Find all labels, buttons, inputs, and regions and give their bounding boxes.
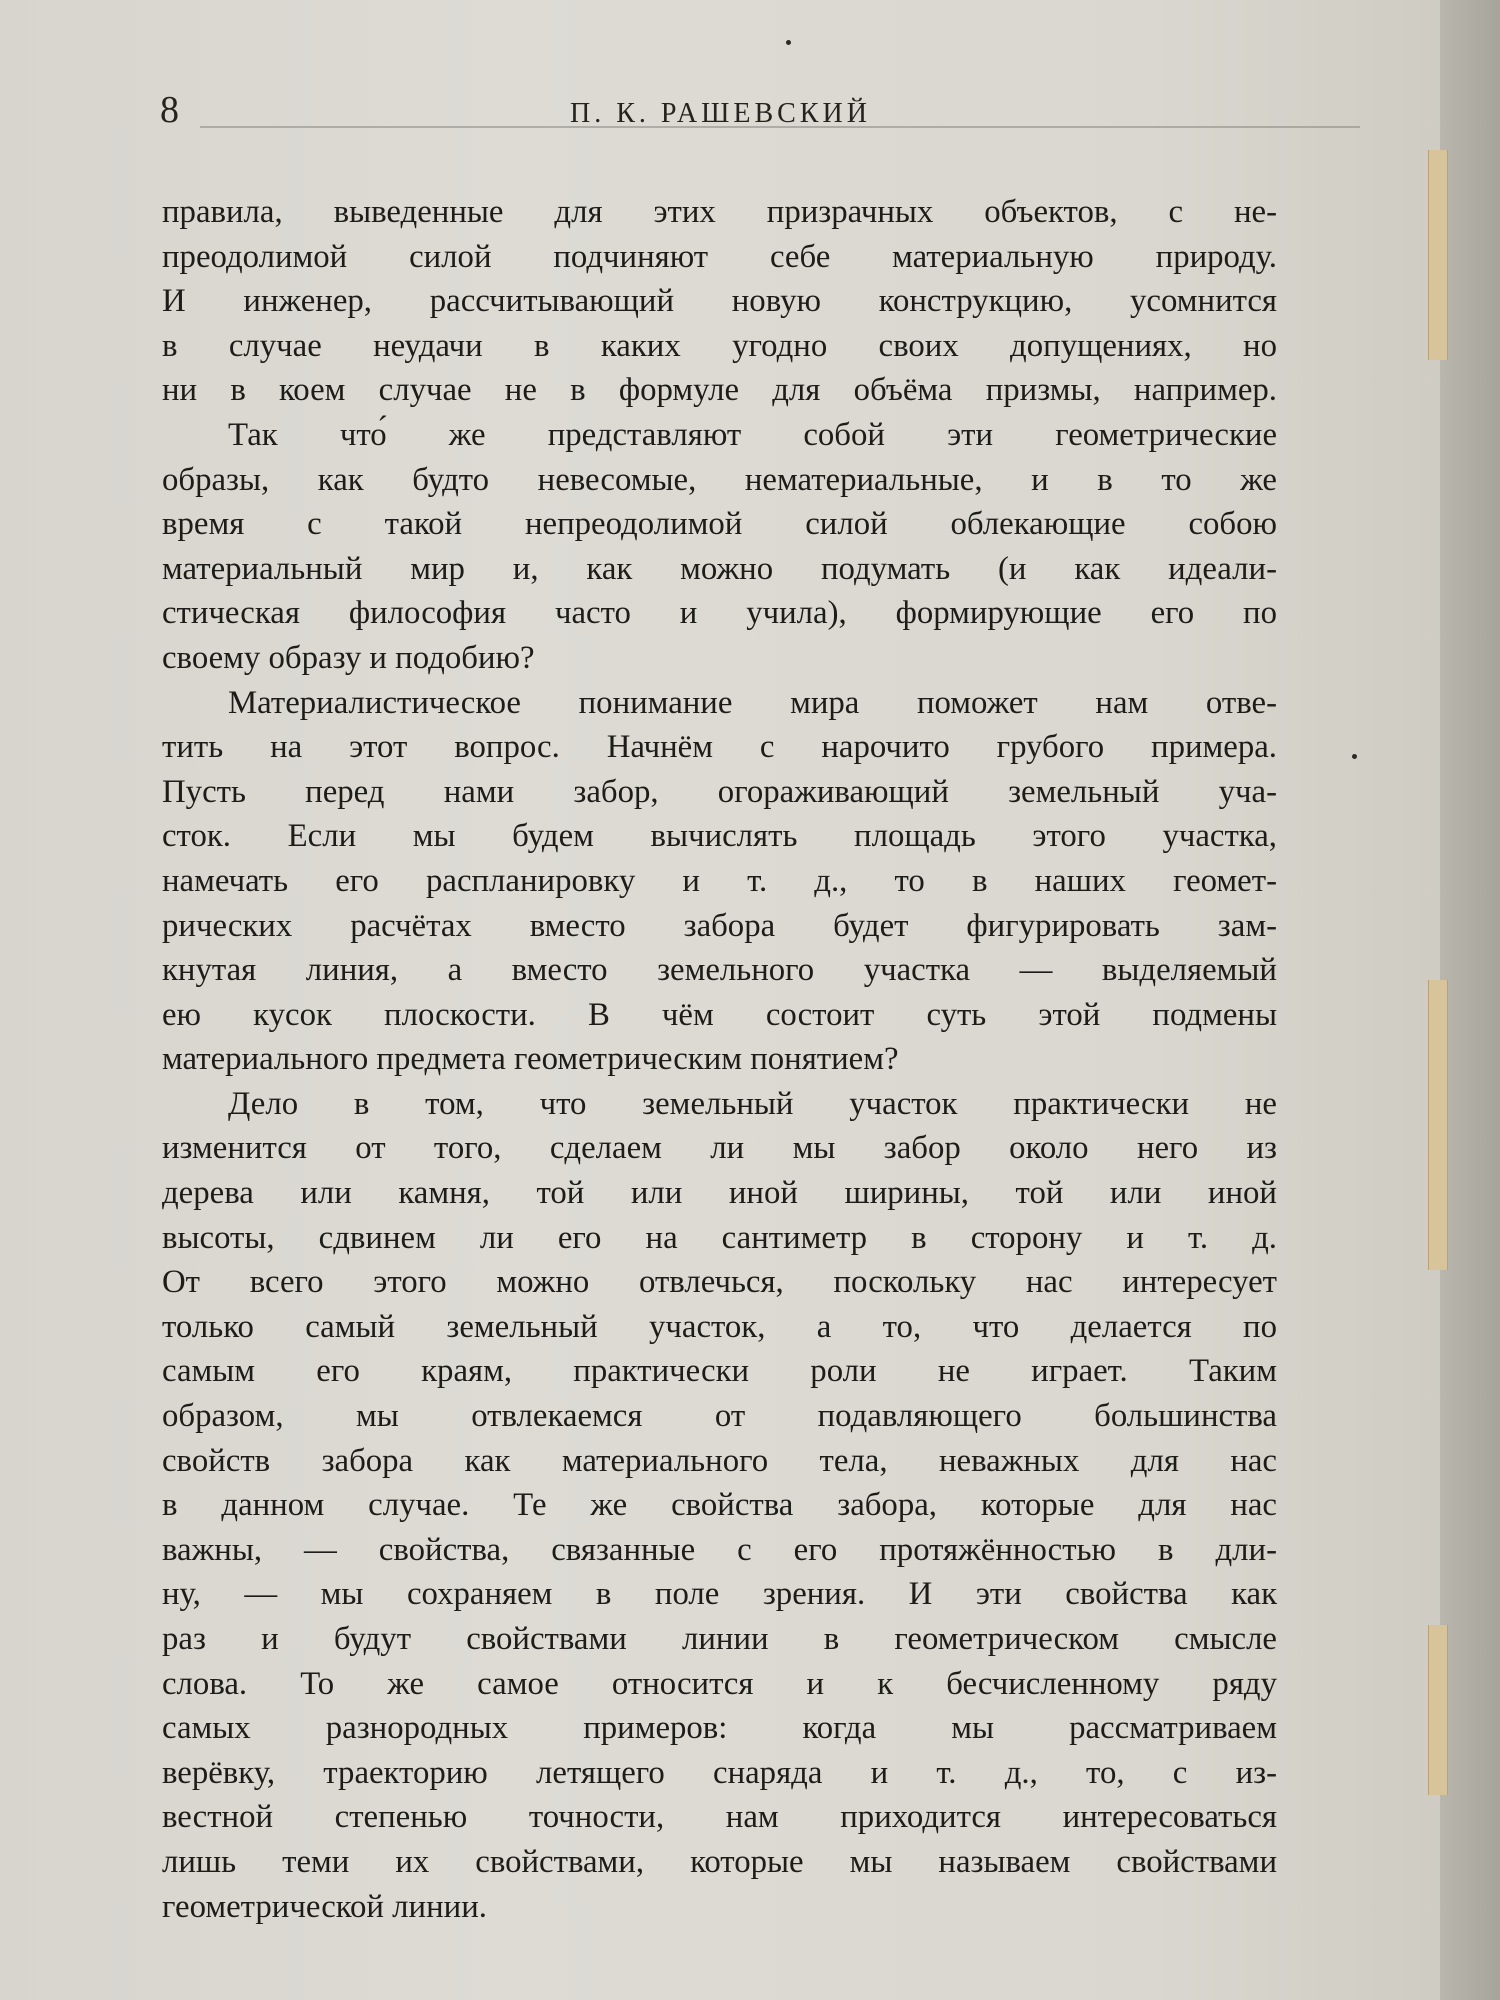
text-line: образы, как будто невесомые, нематериальные, и в то же (162, 461, 1277, 498)
text-line: рических расчётах вместо забора будет фигурировать зам- (162, 907, 1277, 944)
body-text (162, 190, 1277, 1929)
text-line: только самый земельный участок, а то, что делается по (162, 1308, 1277, 1345)
edge-tab (1428, 980, 1448, 1270)
text-line: время с такой непреодолимой силой облекающие собою (162, 506, 1277, 543)
text-line: образом, мы отвлекаемся от подавляющего большинства (162, 1398, 1277, 1435)
page-header (160, 88, 1280, 138)
text-line: важны, — свойства, связанные с его протяжённостью в дли- (162, 1531, 1277, 1568)
edge-tab (1428, 150, 1448, 360)
text-line: дерева или камня, той или иной ширины, той или иной (162, 1175, 1277, 1212)
text-line: правила, выведенные для этих призрачных объектов, с не- (162, 194, 1277, 230)
text-line: ею кусок плоскости. В чём состоит суть этой подмены (162, 996, 1277, 1033)
text-line: высоты, сдвинем ли его на сантиметр в сторону и т. д. (162, 1219, 1277, 1256)
ink-speck (1352, 754, 1357, 759)
text-line: кнутая линия, а вместо земельного участка — выделяемый (162, 952, 1277, 989)
text-line: стическая философия часто и учила), формирующие его по (162, 595, 1277, 632)
page-stack-edge (1440, 0, 1500, 2000)
text-line: самым его краям, практически роли не играет. Таким (162, 1353, 1277, 1390)
text-line: своему образу и подобию? (162, 639, 535, 676)
text-line: Материалистическое понимание мира поможет нам отве- (228, 684, 1277, 721)
text-line: тить на этот вопрос. Начнём с нарочито грубого примера. (162, 729, 1277, 766)
page-number: 8 (160, 89, 179, 131)
text-line: От всего этого можно отвлечься, поскольку нас интересует (162, 1264, 1277, 1301)
text-line: ни в коем случае не в формуле для объёма призмы, например. (162, 372, 1277, 409)
text-line: изменится от того, сделаем ли мы забор около него из (162, 1130, 1277, 1167)
text-line: намечать его распланировку и т. д., то в наших геомет- (162, 862, 1277, 899)
running-title: П. К. РАШЕВСКИЙ (570, 98, 871, 129)
edge-tab (1428, 1625, 1448, 1795)
text-line: в данном случае. Те же свойства забора, которые для нас (162, 1487, 1277, 1524)
text-line: Дело в том, что земельный участок практически не (228, 1085, 1277, 1122)
ink-speck (786, 40, 791, 45)
text-line: самых разнородных примеров: когда мы рассматриваем (162, 1710, 1277, 1747)
text-line: сток. Если мы будем вычислять площадь этого участка, (162, 818, 1277, 855)
text-line: Пусть перед нами забор, огораживающий земельный уча- (162, 773, 1277, 810)
text-line: раз и будут свойствами линии в геометрическом смысле (162, 1621, 1277, 1657)
text-line: лишь теми их свойствами, которые мы называем свойствами (162, 1843, 1277, 1880)
paragraph (162, 1082, 1277, 1929)
paragraph (162, 681, 1277, 1082)
text-line: вестной степенью точности, нам приходится интересоваться (162, 1799, 1277, 1836)
text-line: материальный мир и, как можно подумать (и как идеали- (162, 550, 1277, 587)
text-line: преодолимой силой подчиняют себе материальную природу. (162, 238, 1277, 275)
text-line: свойств забора как материального тела, неважных для нас (162, 1442, 1277, 1479)
text-line: в случае неудачи в каких угодно своих допущениях, но (162, 327, 1277, 364)
text-line: Так что́ же представляют собой эти геометрические (228, 416, 1277, 453)
text-line: ну, — мы сохраняем в поле зрения. И эти свойства как (162, 1576, 1277, 1613)
text-line: слова. То же самое относится и к бесчисленному ряду (162, 1665, 1277, 1702)
paragraph (162, 190, 1277, 413)
text-line: И инженер, рассчитывающий новую конструкцию, усомнится (162, 283, 1277, 320)
text-line: геометрической линии. (162, 1888, 487, 1925)
text-line: материального предмета геометрическим понятием? (162, 1041, 899, 1078)
text-line: верёвку, траекторию летящего снаряда и т. д., то, с из- (162, 1754, 1277, 1791)
paragraph (162, 413, 1277, 681)
